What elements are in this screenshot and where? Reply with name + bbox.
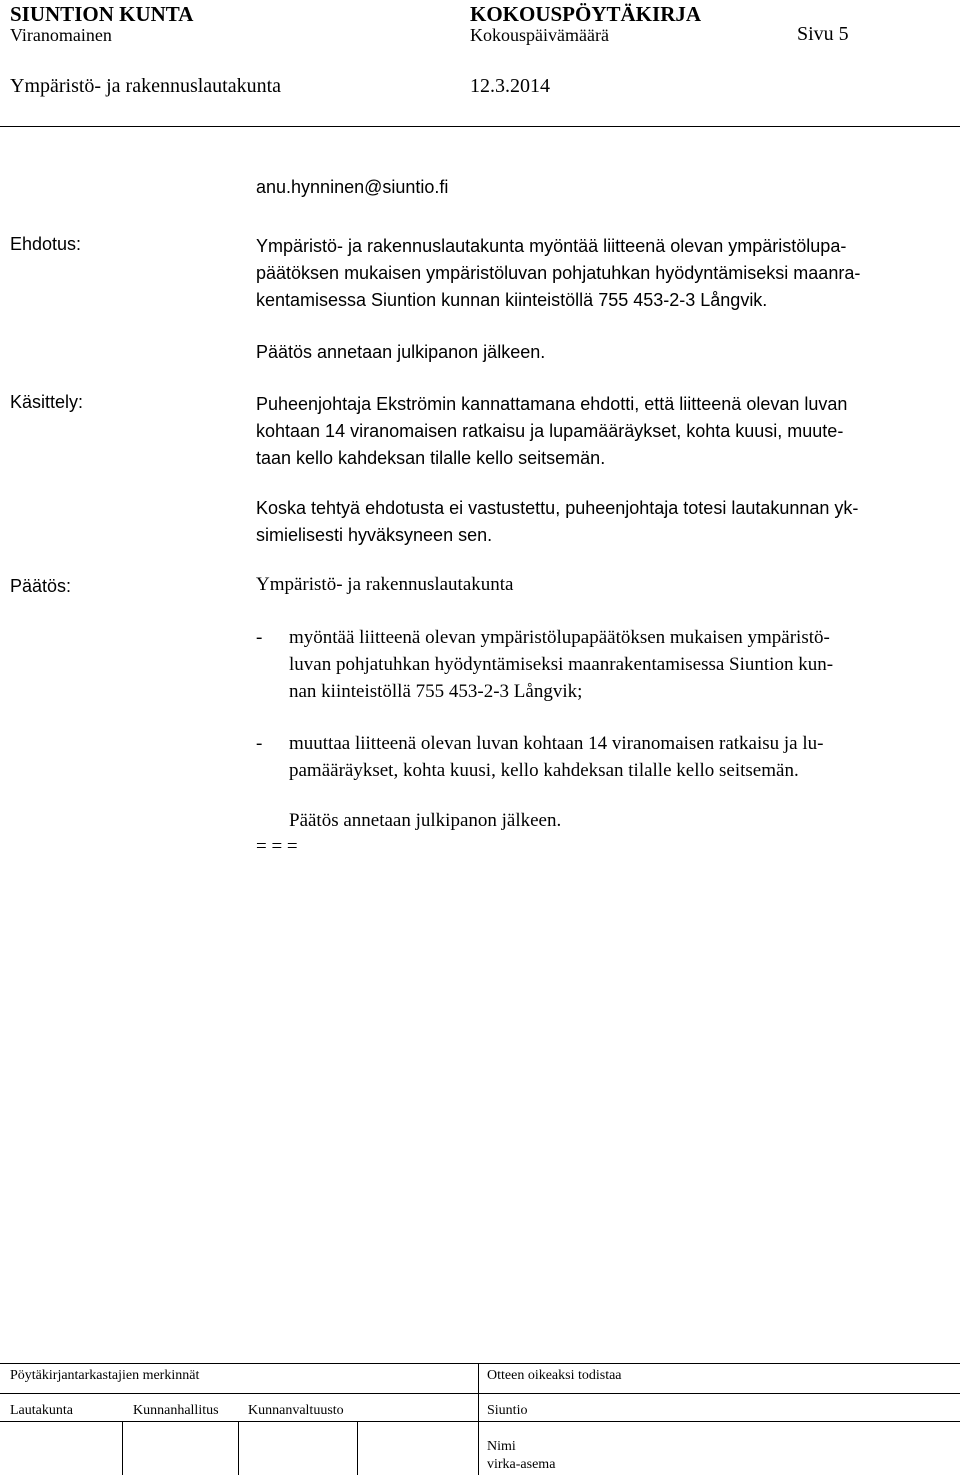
footer-kunnanvaltuusto: Kunnanvaltuusto xyxy=(248,1403,344,1418)
bullet-line: nan kiinteistöllä 755 453-2-3 Långvik; xyxy=(289,681,583,702)
footer-lautakunta: Lautakunta xyxy=(10,1403,73,1418)
paatos-label: Päätös: xyxy=(10,576,72,596)
checkers-label: Pöytäkirjantarkastajien merkinnät xyxy=(10,1368,200,1383)
certified-label: Otteen oikeaksi todistaa xyxy=(487,1368,622,1383)
footer-nimi: Nimi xyxy=(487,1439,516,1454)
ehdotus-line: kentamisessa Siuntion kunnan kiinteistöllä 755 453-2-3 Långvik. xyxy=(256,290,768,310)
footer-column-line xyxy=(478,1363,479,1475)
org-name: SIUNTION KUNTA xyxy=(10,2,194,26)
ehdotus-line: Ympäristö- ja rakennuslautakunta myöntää liitteenä olevan ympäristölupa- xyxy=(256,236,847,256)
header-divider xyxy=(0,126,960,127)
contact-email: anu.hynninen@siuntio.fi xyxy=(256,177,449,197)
document-type: KOKOUSPÖYTÄKIRJA xyxy=(470,2,702,26)
bullet-line: pamääräykset, kohta kuusi, kello kahdeksan tilalle kello seitsemän. xyxy=(289,760,799,781)
footer-divider xyxy=(0,1363,960,1364)
kasittely-label: Käsittely: xyxy=(10,392,84,412)
footer-column-line xyxy=(357,1421,358,1475)
paatos-bullet-2 xyxy=(256,730,946,784)
paatos-note: Päätös annetaan julkipanon jälkeen. xyxy=(289,810,562,831)
date-label: Kokouspäivämäärä xyxy=(470,25,609,45)
end-marker: = = = xyxy=(256,836,298,857)
footer-row-divider xyxy=(0,1393,960,1394)
authority-name: Ympäristö- ja rakennuslautakunta xyxy=(10,75,282,97)
footer-virka: virka-asema xyxy=(487,1457,556,1472)
footer-kunnanhallitus: Kunnanhallitus xyxy=(133,1403,219,1418)
kasittely-line: kohtaan 14 viranomaisen ratkaisu ja lupamääräykset, kohta kuusi, muute- xyxy=(256,421,844,441)
ehdotus-text xyxy=(256,233,946,314)
bullet-line: luvan pohjatuhkan hyödyntämiseksi maanrakentamisessa Siuntion kun- xyxy=(289,654,834,675)
ehdotus-label: Ehdotus: xyxy=(10,234,82,254)
kasittely-line: Puheenjohtaja Ekströmin kannattamana ehdotti, että liitteenä olevan luvan xyxy=(256,394,848,414)
kasittely-paragraph-2 xyxy=(256,495,946,549)
paatos-intro: Ympäristö- ja rakennuslautakunta xyxy=(256,574,514,595)
kasittely-line: taan kello kahdeksan tilalle kello seitsemän. xyxy=(256,448,606,468)
bullet-line: myöntää liitteenä olevan ympäristölupapäätöksen mukaisen ympäristö- xyxy=(289,627,830,648)
kasittely-line: simielisesti hyväksyneen sen. xyxy=(256,525,493,545)
ehdotus-note: Päätös annetaan julkipanon jälkeen. xyxy=(256,342,546,362)
footer-column-line xyxy=(122,1421,123,1475)
kasittely-paragraph-1 xyxy=(256,391,946,472)
bullet-marker: - xyxy=(256,627,263,648)
bullet-line: muuttaa liitteenä olevan luvan kohtaan 14 viranomaisen ratkaisu ja lu- xyxy=(289,733,824,754)
authority-label: Viranomainen xyxy=(10,25,112,45)
footer-signature-divider xyxy=(0,1421,960,1422)
page-number: Sivu 5 xyxy=(797,23,849,45)
paatos-bullet-1 xyxy=(256,624,946,705)
bullet-marker: - xyxy=(256,733,263,754)
footer-siuntio: Siuntio xyxy=(487,1403,528,1418)
kasittely-line: Koska tehtyä ehdotusta ei vastustettu, puheenjohtaja totesi lautakunnan yk- xyxy=(256,498,859,518)
footer-column-line xyxy=(238,1421,239,1475)
meeting-date: 12.3.2014 xyxy=(470,75,550,97)
ehdotus-line: päätöksen mukaisen ympäristöluvan pohjatuhkan hyödyntämiseksi maanra- xyxy=(256,263,861,283)
